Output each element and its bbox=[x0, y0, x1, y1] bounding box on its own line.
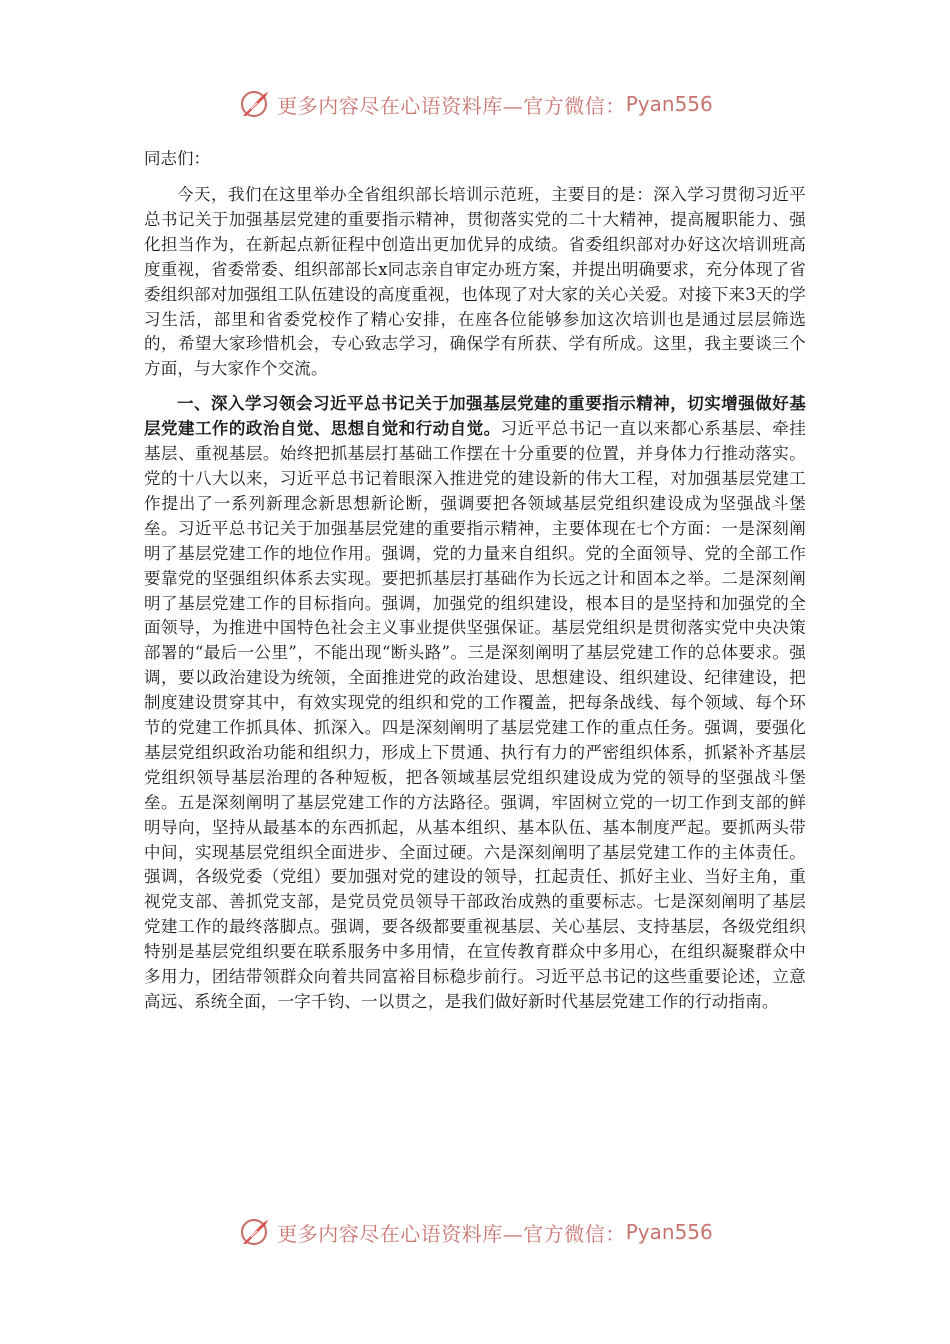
watermark-text: 更多内容尽在心语资料库—官方微信： bbox=[277, 93, 626, 118]
greeting: 同志们： bbox=[144, 149, 210, 168]
watermark-wechat-id: Pyan556 bbox=[625, 92, 713, 116]
watermark-wechat-id: Pyan556 bbox=[625, 1220, 713, 1244]
watermark-text: 更多内容尽在心语资料库—官方微信： bbox=[277, 1221, 626, 1246]
header-watermark bbox=[0, 84, 950, 124]
section-1-body: 习近平总书记一直以来都心系基层、牵挂基层、重视基层。始终把抓基层打基础工作摆在十分重要的位置，并身体力行推动落实。党的十八大以来，习近平总书记着眼深入推进党的建设新的伟大工程，对加强基层党建工作提出了一系列新理念新思想新论断，强调要把各领域基层党组织建设成为坚强战斗堡垒。习近平总书记关于加强基层党建的重要指示精神，主要体现在七个方面：一是深刻阐明了基层党建工作的地位作用。强调，党的力量来自组织。党的全面领导、党的全部工作要靠党的坚强组织体系去实现。要把抓基层打基础作为长远之计和固本之举。二是深刻阐明了基层党建工作的目标指向。强调，加强党的组织建设，根本目的是坚持和加强党的全面领导，为推进中国特色社会主义事业提供坚强保证。基层党组织是贯彻落实党中央决策部署的“最后一公里”，不能出现“断头路”。三是深刻阐明了基层党建工作的总体要求。强调，要以政治建设为统领，全面推进党的政治建设、思想建设、组织建设、纪律建设，把制度建设贯穿其中，有效实现党的组织和党的工作覆盖，把每条战线、每个领域、每个环节的党建工作抓具体、抓深入。四是深刻阐明了基层党建工作的重点任务。强调，要强化基层党组织政治功能和组织力，形成上下贯通、执行有力的严密组织体系，抓紧补齐基层党组织领导基层治理的各种短板，把各领域基层党组织建设成为党的领导的坚强战斗堡垒。五是深刻阐明了基层党建工作的方法路径。强调，牢固树立党的一切工作到支部的鲜明导向，坚持从最基本的东西抓起，从基本组织、基本队伍、基本制度严起。要抓两头带中间，实现基层党组织全面进步、全面过硬。六是深刻阐明了基层党建工作的主体责任。强调，各级党委（党组）要加强对党的建设的领导，扛起责任、抓好主业、当好主角，重视党支部、善抓党支部，是党员党员领导干部政治成熟的重要标志。七是深刻阐明了基层党建工作的最终落脚点。强调，要各级都要重视基层、关心基层、支持基层，各级党组织特别是基层党组织要在联系服务中多用情，在宣传教育群众中多用心，在组织凝聚群众中多用力，团结带领群众向着共同富裕目标稳步前行。习近平总书记的这些重要论述，立意高远、系统全面，一字千钧、一以贯之，是我们做好新时代基层党建工作的行动指南。 bbox=[144, 419, 806, 1011]
document-body bbox=[144, 146, 806, 1025]
quill-logo-icon bbox=[237, 87, 271, 121]
footer-watermark bbox=[0, 1212, 950, 1252]
intro-paragraph: 今天，我们在这里举办全省组织部长培训示范班，主要目的是：深入学习贯彻习近平总书记关于加强基层党建的重要指示精神，贯彻落实党的二十大精神，提高履职能力、强化担当作为，在新起点新征程中创造出更加优异的成绩。省委组织部对办好这次培训班高度重视，省委常委、组织部部长x同志亲自审定办班方案，并提出明确要求，充分体现了省委组织部对加强组工队伍建设的高度重视，也体现了对大家的关心关爱。对接下来3天的学习生活，部里和省委党校作了精心安排，在座各位能够参加这次培训也是通过层层筛选的，希望大家珍惜机会，专心致志学习，确保学有所获、学有所成。这里，我主要谈三个方面，与大家作个交流。 bbox=[144, 185, 806, 379]
quill-logo-icon bbox=[237, 1215, 271, 1249]
section-1-paragraph bbox=[144, 392, 806, 1015]
section-1-heading: 一、深入学习领会习近平总书记关于加强基层党建的重要指示精神，切实增强做好基层党建工作的政治自觉、思想自觉和行动自觉。 bbox=[144, 394, 806, 439]
